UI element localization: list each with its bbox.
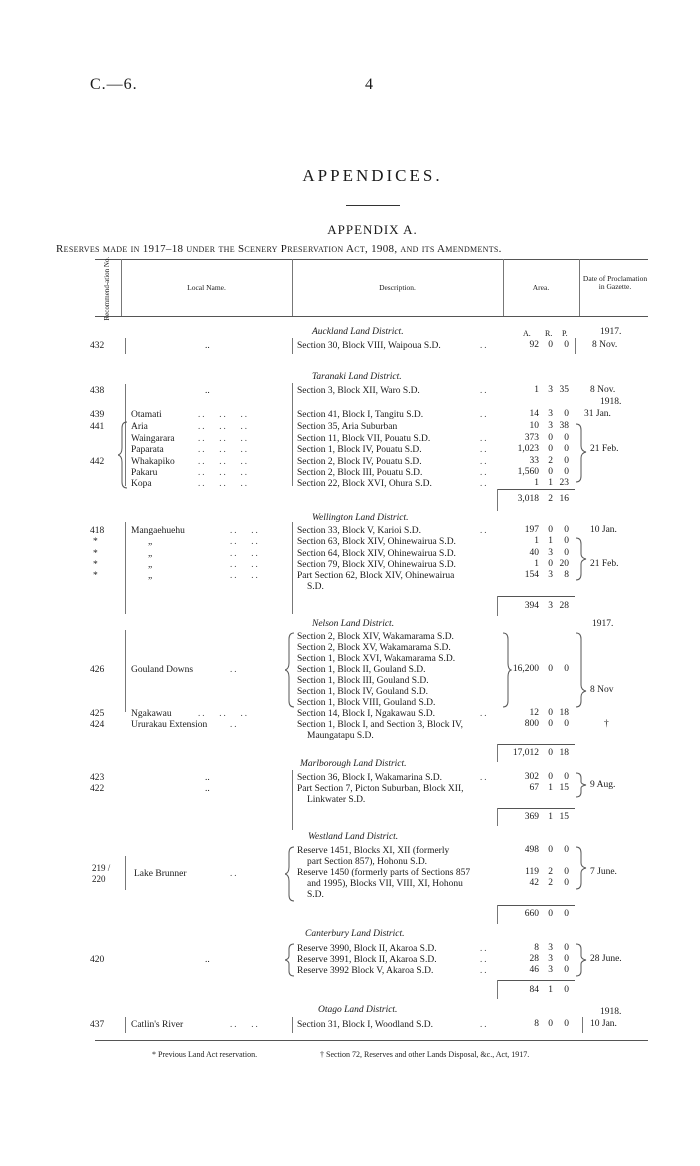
- row-rule: [292, 338, 293, 354]
- local-name: Paparata: [131, 445, 164, 455]
- area-a: 1: [534, 385, 539, 395]
- description-cont: Linkwater S.D.: [307, 795, 366, 805]
- area-a: 498: [524, 845, 539, 855]
- left-brace: [285, 942, 295, 978]
- area-r: 0: [548, 719, 553, 729]
- area-a: 33: [529, 456, 539, 466]
- proclamation-date: 10 Jan.: [590, 525, 617, 535]
- leader-dots: .. ..: [230, 536, 260, 546]
- footnote-dagger: † Section 72, Reserves and other Lands Disposal, &c., Act, 1917.: [320, 1050, 530, 1059]
- area-a: 12: [529, 708, 539, 718]
- local-name: Kopa: [131, 479, 152, 489]
- area-r: 0: [548, 845, 553, 855]
- total-a: 394: [524, 601, 539, 611]
- district-heading: Taranaki Land District.: [312, 372, 402, 382]
- description: Section 64, Block XIV, Ohinewairua S.D.: [297, 549, 456, 559]
- total-rule: [497, 489, 575, 490]
- area-r: 0: [548, 664, 553, 674]
- area-a: 40: [529, 548, 539, 558]
- leader-dots: ..: [480, 456, 489, 466]
- local-name: „: [148, 560, 153, 570]
- total-r: 0: [548, 909, 553, 919]
- area-r: 0: [548, 433, 553, 443]
- description: Reserve 1450 (formerly parts of Sections 857: [297, 868, 471, 878]
- rec-number: *: [93, 549, 98, 559]
- area-r: 2: [548, 867, 553, 877]
- leader-dots: .. .. ..: [198, 478, 249, 488]
- area-a: 1,023: [517, 444, 539, 454]
- total-rule: [497, 744, 575, 745]
- rec-number: *: [93, 537, 98, 547]
- proclamation-date: 10 Jan.: [590, 1019, 617, 1029]
- total-p: 28: [559, 601, 569, 611]
- total-rule: [497, 596, 498, 616]
- area-p: 0: [564, 433, 569, 443]
- description: Section 1, Block IV, Gouland S.D.: [297, 687, 428, 697]
- description-cont: S.D.: [307, 582, 324, 592]
- area-r: 2: [548, 456, 553, 466]
- right-brace: [575, 845, 587, 891]
- local-name: Aria: [131, 422, 148, 432]
- area-p: 0: [564, 409, 569, 419]
- rec-number: 438: [90, 386, 105, 396]
- area-r: 3: [548, 570, 553, 580]
- rec-number: 442: [90, 457, 105, 467]
- leader-dots: ..: [480, 954, 489, 964]
- group-date: 21 Feb.: [590, 444, 619, 454]
- area-r: 3: [548, 409, 553, 419]
- rec-number: 441: [90, 422, 105, 432]
- local-name-ditto: ..: [205, 955, 210, 965]
- footnote-mark: †: [604, 719, 609, 729]
- total-r: 2: [548, 494, 553, 504]
- total-p: 0: [564, 909, 569, 919]
- district-heading: Wellington Land District.: [312, 513, 409, 523]
- description: Section 14, Block I, Ngakawau S.D.: [297, 709, 435, 719]
- area-p: 0: [564, 340, 569, 350]
- area-r: 0: [548, 525, 553, 535]
- leader-dots: ..: [230, 719, 239, 729]
- row-rule: [125, 856, 126, 890]
- total-a: 660: [524, 909, 539, 919]
- footnote-star: * Previous Land Act reservation.: [152, 1050, 258, 1059]
- area-p: 0: [564, 548, 569, 558]
- description: Reserve 3991, Block II, Akaroa S.D.: [297, 955, 437, 965]
- total-r: 3: [548, 601, 553, 611]
- area-p: 0: [564, 772, 569, 782]
- area-p: 0: [564, 845, 569, 855]
- leader-dots: ..: [480, 444, 489, 454]
- description: Section 33, Block V, Karioi S.D.: [297, 526, 421, 536]
- local-name: Catlin's River: [131, 1020, 184, 1030]
- description: Section 11, Block VII, Pouatu S.D.: [297, 434, 431, 444]
- description: Section 63, Block XIV, Ohinewairua S.D.: [297, 537, 456, 547]
- area-p: 0: [564, 664, 569, 674]
- rec-number: 437: [90, 1020, 105, 1030]
- local-name: „: [148, 571, 153, 581]
- description: Section 1, Block XVI, Wakamarama S.D.: [297, 654, 456, 664]
- year-label: 1917.: [592, 619, 614, 629]
- area-r: 0: [548, 340, 553, 350]
- leader-dots: .. .. ..: [198, 421, 249, 431]
- area-r: 0: [548, 559, 553, 569]
- description: Section 1, Block VIII, Gouland S.D.: [297, 698, 436, 708]
- leader-dots: .. .. ..: [198, 444, 249, 454]
- description: Section 3, Block XII, Waro S.D.: [297, 386, 420, 396]
- row-rule: [575, 338, 576, 354]
- total-rule: [497, 744, 498, 762]
- group-date: 7 June.: [590, 867, 617, 877]
- description: Section 36, Block I, Wakamarina S.D.: [297, 773, 442, 783]
- local-name: Gouland Downs: [131, 665, 194, 675]
- group-date: 28 June.: [590, 954, 622, 964]
- district-heading: Nelson Land District.: [312, 619, 395, 629]
- area-r: 3: [548, 421, 553, 431]
- total-rule: [497, 980, 575, 981]
- area-r: 0: [548, 467, 553, 477]
- proclamation-date: 8 Nov.: [592, 340, 618, 350]
- area-a: 16,200: [512, 664, 539, 674]
- leader-dots: ..: [480, 965, 489, 975]
- local-name: ..: [205, 773, 210, 783]
- leader-dots: .. .. ..: [198, 467, 249, 477]
- area-a: 302: [524, 772, 539, 782]
- proclamation-date: 31 Jan.: [584, 409, 611, 419]
- area-r: 1: [548, 783, 553, 793]
- leader-dots: .. .. ..: [198, 456, 249, 466]
- rec-number: 432: [90, 341, 105, 351]
- total-rule: [497, 905, 575, 906]
- leader-dots: ..: [480, 385, 489, 395]
- leader-dots: .. ..: [230, 525, 260, 535]
- area-p: 0: [564, 954, 569, 964]
- total-rule: [497, 808, 498, 826]
- district-heading: Marlborough Land District.: [300, 759, 407, 769]
- rec-number: 425: [90, 709, 105, 719]
- area-p: 0: [564, 965, 569, 975]
- leader-dots: ..: [480, 409, 489, 419]
- local-name: Pakaru: [131, 468, 158, 478]
- description-cont: Maungatapu S.D.: [307, 731, 374, 741]
- right-brace: [575, 422, 587, 484]
- description: Section 1, Block III, Gouland S.D.: [297, 676, 429, 686]
- area-a: 197: [524, 525, 539, 535]
- leader-dots: .. ..: [230, 559, 260, 569]
- local-name: ..: [205, 386, 210, 396]
- description: Part Section 7, Picton Suburban, Block XII,: [297, 784, 464, 794]
- area-p: 0: [564, 525, 569, 535]
- area-r: 0: [548, 772, 553, 782]
- area-a: 119: [525, 867, 539, 877]
- area-p: 20: [559, 559, 569, 569]
- local-name: ..: [205, 784, 210, 794]
- total-a: 369: [524, 812, 539, 822]
- row-rule: [125, 522, 126, 614]
- row-rule: [582, 1017, 583, 1033]
- description: Section 1, Block IV, Pouatu S.D.: [297, 445, 422, 455]
- rec-number: *: [93, 571, 98, 581]
- area-unit-acres: A.: [523, 329, 531, 338]
- column-header-local-name: Local Name.: [187, 283, 226, 292]
- area-r: 1: [548, 536, 553, 546]
- right-brace: [575, 942, 587, 978]
- proclamation-date: 8 Nov.: [590, 385, 616, 395]
- description: Section 1, Block II, Gouland S.D.: [297, 665, 426, 675]
- description: Section 41, Block I, Tangitu S.D.: [297, 410, 424, 420]
- area-r: 0: [548, 708, 553, 718]
- description: Reserve 1451, Blocks XI, XII (formerly: [297, 846, 450, 856]
- total-r: 0: [548, 748, 553, 758]
- total-p: 0: [564, 985, 569, 995]
- rec-number: 418: [90, 526, 105, 536]
- rec-number: 423: [90, 773, 105, 783]
- row-rule: [125, 338, 126, 354]
- rec-number: 420: [90, 955, 105, 965]
- area-p: 0: [564, 719, 569, 729]
- table-header-rule: [95, 316, 648, 317]
- area-a: 28: [529, 954, 539, 964]
- group-date: 21 Feb.: [590, 559, 619, 569]
- description: Reserve 3990, Block II, Akaroa S.D.: [297, 944, 437, 954]
- local-name: Otamati: [131, 410, 162, 420]
- description: Section 30, Block VIII, Waipoua S.D.: [297, 341, 441, 351]
- rec-number: 219 / 220: [92, 863, 111, 884]
- area-p: 0: [564, 878, 569, 888]
- description: Section 31, Block I, Woodland S.D.: [297, 1020, 434, 1030]
- leader-dots: .. .. ..: [198, 409, 249, 419]
- page-number: 4: [365, 76, 373, 93]
- local-name: Ururakau Extension: [131, 720, 208, 730]
- area-p: 23: [559, 478, 569, 488]
- description: Part Section 62, Block XIV, Ohinewairua: [297, 571, 455, 581]
- leader-dots: ..: [480, 478, 489, 488]
- leader-dots: ..: [480, 708, 489, 718]
- description-cont: S.D.: [307, 890, 324, 900]
- local-name: Waingarara: [131, 434, 175, 444]
- total-p: 18: [559, 748, 569, 758]
- area-p: 0: [564, 444, 569, 454]
- rec-number: *: [93, 560, 98, 570]
- description: Section 1, Block I, and Section 3, Block IV,: [297, 720, 464, 730]
- local-name: „: [148, 537, 153, 547]
- area-unit-roods: R.: [545, 329, 553, 338]
- right-brace: [575, 631, 587, 709]
- area-a: 800: [524, 719, 539, 729]
- table-bottom-rule: [95, 1040, 648, 1041]
- area-a: 8: [534, 943, 539, 953]
- leader-dots: ..: [480, 340, 489, 350]
- left-brace: [285, 631, 295, 709]
- area-r: 0: [548, 1019, 553, 1029]
- row-rule: [292, 383, 293, 486]
- group-date: 8 Nov: [590, 685, 614, 695]
- leader-dots: ..: [480, 433, 489, 443]
- row-rule: [292, 770, 293, 830]
- total-rule: [497, 596, 575, 597]
- area-r: 1: [548, 478, 553, 488]
- area-p: 35: [559, 385, 569, 395]
- area-a: 14: [529, 409, 539, 419]
- area-p: 15: [559, 783, 569, 793]
- table-subtitle: Reserves made in 1917–18 under the Scenery Preservation Act, 1908, and its Amendments.: [56, 243, 502, 255]
- area-a: 154: [524, 570, 539, 580]
- area-a: 92: [529, 340, 539, 350]
- area-a: 373: [524, 433, 539, 443]
- total-rule: [497, 808, 575, 809]
- area-p: 0: [564, 536, 569, 546]
- total-p: 16: [559, 494, 569, 504]
- column-header-rec-no: Recommend-ation No.: [103, 257, 112, 321]
- leader-dots: .. ..: [230, 1019, 260, 1029]
- area-a: 46: [529, 965, 539, 975]
- total-r: 1: [548, 985, 553, 995]
- leader-dots: .. ..: [230, 570, 260, 580]
- area-p: 0: [564, 867, 569, 877]
- district-heading: Otago Land District.: [318, 1005, 398, 1015]
- area-p: 0: [564, 943, 569, 953]
- leader-dots: ..: [480, 467, 489, 477]
- table-top-rule: [95, 259, 648, 260]
- area-p: 18: [559, 708, 569, 718]
- area-r: 3: [548, 548, 553, 558]
- area-r: 3: [548, 943, 553, 953]
- rec-number: 426: [90, 665, 105, 675]
- area-r: 3: [548, 954, 553, 964]
- area-p: 0: [564, 456, 569, 466]
- district-heading: Canterbury Land District.: [305, 929, 405, 939]
- total-rule: [497, 980, 498, 999]
- column-header-date: Date of Proclamation in Gazette.: [582, 274, 648, 292]
- rec-number: 439: [90, 410, 105, 420]
- area-a: 10: [529, 421, 539, 431]
- local-name: Whakapiko: [131, 457, 175, 467]
- description-cont: part Section 857), Hohonu S.D.: [307, 857, 428, 867]
- description-cont: and 1995), Blocks VII, VIII, XI, Hohonu: [307, 879, 463, 889]
- column-header-description: Description.: [379, 283, 416, 292]
- description: Section 2, Block XV, Wakamarama S.D.: [297, 643, 451, 653]
- year-label: 1918.: [600, 397, 622, 407]
- row-rule: [125, 1017, 126, 1033]
- area-a: 1,560: [517, 467, 539, 477]
- district-heading: Westland Land District.: [308, 832, 399, 842]
- total-a: 3,018: [517, 494, 539, 504]
- row-rule: [125, 630, 126, 712]
- col-divider: [579, 259, 580, 316]
- total-rule: [497, 489, 498, 511]
- leader-dots: ..: [230, 868, 239, 878]
- row-rule: [292, 522, 293, 614]
- area-p: 0: [564, 467, 569, 477]
- description: Section 79, Block XIV, Ohinewairua S.D.: [297, 560, 456, 570]
- area-p: 38: [559, 421, 569, 431]
- leader-dots: ..: [480, 1019, 489, 1029]
- area-a: 42: [529, 878, 539, 888]
- appendix-label: APPENDIX A.: [327, 222, 418, 237]
- local-name: Ngakawau: [131, 709, 172, 719]
- leader-dots: .. .. ..: [198, 433, 249, 443]
- description: Reserve 3992 Block V, Akaroa S.D.: [297, 966, 434, 976]
- left-brace: [285, 845, 295, 903]
- local-name: ..: [205, 341, 210, 351]
- area-a: 1: [534, 536, 539, 546]
- leader-dots: ..: [480, 525, 489, 535]
- leader-dots: ..: [230, 664, 239, 674]
- area-r: 0: [548, 444, 553, 454]
- local-name: „: [148, 549, 153, 559]
- description: Section 2, Block XIV, Wakamarama S.D.: [297, 632, 454, 642]
- row-rule: [292, 1017, 293, 1033]
- right-brace: [575, 771, 587, 799]
- total-a: 17,012: [512, 748, 539, 758]
- leader-dots: .. .. ..: [198, 708, 249, 718]
- title-rule: [346, 205, 400, 206]
- area-a: 1: [534, 559, 539, 569]
- right-brace: [575, 536, 587, 582]
- column-header-area: Area.: [532, 283, 550, 292]
- total-rule: [497, 905, 498, 924]
- description: Section 35, Aria Suburban: [297, 422, 398, 432]
- description: Section 22, Block XVI, Ohura S.D.: [297, 479, 432, 489]
- year-label: 1918.: [600, 1007, 622, 1017]
- area-r: 3: [548, 385, 553, 395]
- leader-dots: .. ..: [230, 548, 260, 558]
- area-a: 8: [534, 1019, 539, 1029]
- local-name: Lake Brunner: [134, 869, 187, 879]
- leader-dots: ..: [480, 772, 489, 782]
- leader-dots: ..: [480, 943, 489, 953]
- local-name: Mangaehuehu: [131, 526, 185, 536]
- area-a: 1: [534, 478, 539, 488]
- page-title: APPENDICES.: [302, 166, 443, 185]
- year-label: 1917.: [600, 327, 622, 337]
- total-p: 15: [559, 812, 569, 822]
- area-r: 2: [548, 878, 553, 888]
- area-p: 8: [564, 570, 569, 580]
- total-a: 84: [529, 985, 539, 995]
- district-heading: Auckland Land District.: [312, 327, 404, 337]
- rec-number: 424: [90, 720, 105, 730]
- total-r: 1: [548, 812, 553, 822]
- area-unit-perches: P.: [562, 329, 568, 338]
- area-p: 0: [564, 1019, 569, 1029]
- rec-number: 422: [90, 784, 105, 794]
- area-r: 3: [548, 965, 553, 975]
- area-a: 67: [529, 783, 539, 793]
- group-date: 9 Aug.: [590, 780, 616, 790]
- left-brace: [118, 420, 128, 490]
- document-reference: C.—6.: [90, 76, 138, 93]
- description: Section 2, Block III, Pouatu S.D.: [297, 468, 423, 478]
- description: Section 2, Block IV, Pouatu S.D.: [297, 457, 422, 467]
